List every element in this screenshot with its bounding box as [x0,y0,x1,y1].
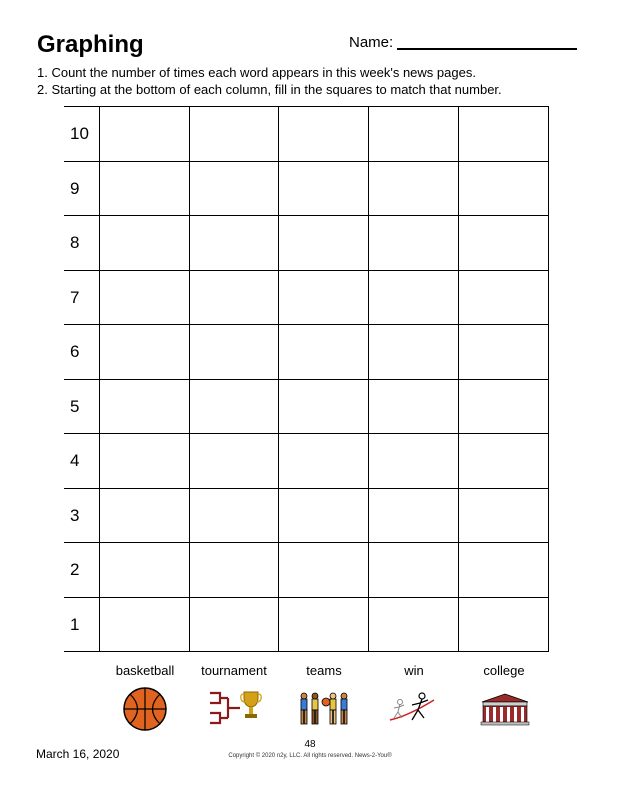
grid-cell[interactable] [458,271,548,326]
grid-cell[interactable] [189,543,278,598]
grid-cell[interactable] [278,325,368,380]
row-number-label: 5 [70,396,80,416]
grid-cell[interactable] [368,162,458,217]
grid-row [64,215,549,270]
grid-cell[interactable] [368,598,458,653]
grid-cell[interactable] [368,489,458,544]
name-label: Name: [349,34,394,51]
grid-cell[interactable] [278,216,368,271]
grid-cell[interactable] [458,598,548,653]
row-number-label: 1 [70,614,80,634]
grid-cell[interactable] [368,380,458,435]
row-number-label: 2 [70,560,80,579]
grid-cell[interactable] [99,107,189,162]
word-label-tournament: tournament [201,663,267,678]
row-number-label: 6 [70,342,80,361]
grid-row [64,379,549,434]
grid-right-border [548,106,549,651]
grid-cell[interactable] [368,271,458,326]
win-icon [388,690,436,728]
grid-cell[interactable] [458,162,548,217]
grid-cell[interactable] [458,216,548,271]
grid-row [64,270,549,325]
grid-cell[interactable] [278,489,368,544]
teams-icon [298,688,350,730]
word-label-college: college [483,663,525,678]
grid-cell[interactable] [368,325,458,380]
grid-cell[interactable] [368,434,458,489]
word-label-win: win [404,663,424,678]
tournament-bracket-icon [208,688,264,728]
word-label-teams: teams [306,663,342,678]
grid-cell[interactable] [99,216,189,271]
grid-cell[interactable] [278,271,368,326]
grid-bottom-border [64,651,549,652]
grid-row [64,542,549,597]
grid-cell[interactable] [458,489,548,544]
grid-cell[interactable] [99,434,189,489]
basketball-icon [122,686,168,732]
grid-cell[interactable] [458,543,548,598]
word-label-basketball: basketball [115,663,175,678]
grid-cell[interactable] [458,107,548,162]
row-number-label: 7 [70,287,80,307]
grid-row [64,324,549,379]
name-write-line[interactable] [397,48,577,50]
grid-cell[interactable] [278,598,368,653]
grid-cell[interactable] [189,598,278,653]
grid-cell[interactable] [278,380,368,435]
college-building-icon [480,692,530,726]
grid-cell[interactable] [189,271,278,326]
grid-cell[interactable] [99,380,189,435]
grid-cell[interactable] [99,271,189,326]
row-number-label: 9 [70,178,80,198]
row-number-label: 8 [70,233,80,252]
page-title: Graphing [37,31,144,58]
instruction-2: 2. Starting at the bottom of each column, fill in the squares to match that number. [37,82,502,97]
date: March 16, 2020 [36,747,120,761]
grid-cell[interactable] [458,380,548,435]
grid-cell[interactable] [458,325,548,380]
grid-row [64,433,549,488]
grid-row [64,597,549,652]
grid-cell[interactable] [189,216,278,271]
graph-grid [64,106,549,651]
grid-cell[interactable] [368,107,458,162]
grid-cell[interactable] [99,325,189,380]
grid-cell[interactable] [189,162,278,217]
row-number-label: 3 [70,505,80,525]
grid-cell[interactable] [278,543,368,598]
grid-cell[interactable] [278,162,368,217]
grid-cell[interactable] [458,434,548,489]
grid-cell[interactable] [189,325,278,380]
grid-cell[interactable] [189,380,278,435]
row-number-label: 10 [70,124,89,143]
grid-cell[interactable] [99,489,189,544]
grid-cell[interactable] [368,216,458,271]
grid-cell[interactable] [189,107,278,162]
grid-cell[interactable] [368,543,458,598]
grid-row [64,488,549,543]
grid-cell[interactable] [189,489,278,544]
row-number-label: 4 [70,451,80,470]
grid-cell[interactable] [99,543,189,598]
grid-row [64,106,549,161]
copyright: Copyright © 2020 n2y, LLC. All rights reserved. News-2-You® [228,753,392,759]
grid-cell[interactable] [189,434,278,489]
grid-cell[interactable] [278,107,368,162]
grid-cell[interactable] [99,598,189,653]
instructions [37,64,502,98]
grid-row [64,161,549,216]
grid-cell[interactable] [99,162,189,217]
instruction-1: 1. Count the number of times each word appears in this week's news pages. [37,65,476,80]
page-number: 48 [304,739,316,750]
grid-cell[interactable] [278,434,368,489]
